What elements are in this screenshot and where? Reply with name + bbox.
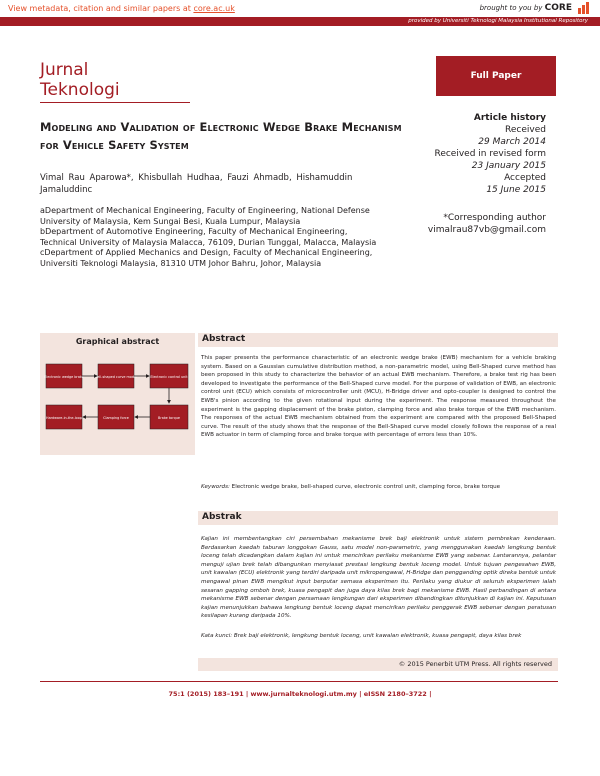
footer-divider bbox=[40, 681, 558, 682]
brought-to-you-text: brought to you by bbox=[479, 4, 543, 12]
ga-box-clamp-text: Clamping force bbox=[103, 416, 129, 420]
abstrak-heading: Abstrak bbox=[202, 512, 242, 522]
received-label: Received bbox=[505, 125, 546, 135]
abstract-body: This paper presents the performance characteristic of an electronic wedge brake (EWB) mechanism for a vehicle braking system. Based on a Gaussian cumulative distribution method, a non-parametric model, using Bell-Shaped curve method has been proposed in this study to characterize the behavior of an actual EWB mechanism. Therefore, a brake test rig has been developed to investigate the performance of the Bell-Shaped curve model. For the purpose of validation of EWB, an electronic control unit (ECU) which consists of microcontroller unit (MCU), H-Bridge driver and opto-coupler is designed to control the EWB's pinion according to the given rotational input during the experiment. The response measured throughout the experiment is the gapping displacement of the brake piston, clamping force and also brake torque of the EWB mechanism. The responses of the actual EWB mechanism obtained from the experiment are compared with the proposed Bell-Shaped curve. The result of the study shows that the response of the Bell-Shaped curve model closely follows the response of a real EWB actuator in term of clamping force and brake torque with percentage of errors less than 10%. bbox=[201, 355, 556, 439]
journal-underline bbox=[40, 102, 190, 103]
accepted-date: 15 June 2015 bbox=[486, 185, 546, 195]
core-link[interactable]: core.ac.uk bbox=[193, 4, 235, 13]
corresponding-author bbox=[366, 212, 546, 236]
full-paper-label: Full Paper bbox=[470, 71, 522, 81]
core-branding bbox=[480, 3, 572, 13]
abstract-keywords bbox=[201, 483, 556, 492]
affiliations bbox=[40, 206, 385, 269]
keywords-label: Keywords: bbox=[201, 484, 230, 490]
abstract-heading-bar bbox=[198, 333, 558, 347]
core-metadata-link-line bbox=[8, 4, 235, 13]
journal-name-line1: Jurnal bbox=[40, 60, 89, 80]
abstract-heading: Abstract bbox=[202, 334, 246, 344]
affiliation-a: aDepartment of Mechanical Engineering, Faculty of Engineering, National Defense University of Malaysia, Kem Sungai Besi, Kuala Lumpur, Malaysia bbox=[40, 206, 370, 226]
full-paper-badge bbox=[436, 56, 556, 96]
revised-label: Received in revised form bbox=[434, 149, 546, 159]
graphical-abstract-diagram bbox=[40, 350, 195, 450]
repository-text: provided by Universiti Teknologi Malaysia Institutional Repository bbox=[408, 18, 588, 24]
kata-kunci-label: Kata kunci: bbox=[201, 633, 233, 639]
core-brand-text: CORE bbox=[544, 3, 572, 13]
corresponding-email[interactable]: vimalrau87vb@gmail.com bbox=[427, 225, 546, 235]
ga-box-ecu-text: Electronic control unit bbox=[150, 375, 188, 379]
ga-box-torque-text: Brake torque bbox=[158, 416, 180, 420]
journal-name-line2: Teknologi bbox=[40, 80, 120, 100]
accepted-label: Accepted bbox=[504, 173, 546, 183]
history-heading: Article history bbox=[473, 113, 546, 123]
affiliation-c: cDepartment of Applied Mechanics and Design, Faculty of Mechanical Engineering, Universiti Teknologi Malaysia, 81310 UTM Johor Bahru, Johor, Malaysia bbox=[40, 248, 373, 268]
journal-logo bbox=[40, 60, 120, 100]
keywords-text: Electronic wedge brake, bell-shaped curve, electronic control unit, clamping force, brake torque bbox=[231, 484, 501, 490]
paper-title: Modeling and Validation of Electronic Wedge Brake Mechanism for Vehicle Safety System bbox=[40, 120, 402, 152]
copyright-bar bbox=[198, 658, 558, 671]
author-list: Vimal Rau Aparowa*, Khisbullah Hudhaa, Fauzi Ahmadb, Hishamuddin Jamaluddinc bbox=[40, 173, 353, 195]
ga-box-ewb-text: Electronic wedge brake bbox=[44, 375, 84, 379]
copyright-text: © 2015 Penerbit UTM Press. All rights reserved bbox=[398, 660, 552, 668]
kata-kunci-text: Brek baji elektronik, lengkung bentuk loceng, unit kawalan elektronik, kuasa pengapit, daya kilas brek bbox=[233, 633, 522, 639]
affiliation-b: bDepartment of Automotive Engineering, Faculty of Mechanical Engineering, Technical University of Malaysia Malacca, 76109, Durian Tunggal, Malacca, Malaysia bbox=[40, 227, 377, 247]
page-footer: 75:1 (2015) 183–191 | www.jurnalteknologi.utm.my | eISSN 2180–3722 | bbox=[168, 690, 432, 698]
ga-box-hil-text: Hardware-in-the-loop bbox=[46, 416, 82, 420]
repository-bar bbox=[0, 17, 600, 26]
ga-box-bell-text: Bell-shaped curve model bbox=[94, 375, 138, 379]
abstrak-body: Kajian ini membentangkan ciri persembahan mekanisme brek baji elektronik untuk sistem pembrekan kenderaan. Berdasarkan kaedah taburan longgokan Gauss, satu model non-parametric, yang menggunakan kaedah lengkung bentuk loceng telah dicadangkan dalam kajian ini untuk mencirikan perilaku mekanisme EWB yang sebenar. Lantarannya, pelantar menguji ujian brek telah dibangunkan menyiasat prestasi lengkung bentuk loceng model. Untuk tujuan pengesahan EWB, unit kawalan (ECU) elektronik yang terdiri daripada unit mikropengawal, H-Bridge dan pengganding optik direka bentuk untuk mengawal pinan EWB mengikut input berputar semasa eksperimen itu. Perilaku yang diukur di seluruh eksperimen ialah sesaran gapping omboh brek, kuasa pengapit dan juga daya kilas brek bagi mekanisme EWB. Hasil perbandingan di antara mekanisme EWB sebenar dengan persamaan lengkungan dari eksperimen dibandingkan ditunjukkan di kajian ini. Keputusan kajian menunjukkan bahawa lengkung bentuk loceng dapat mencirikan perilaku penggerak EWB sebenar dengan peratusan kesilapan kurang daripada 10%. bbox=[201, 536, 556, 620]
corresponding-label: *Corresponding author bbox=[443, 213, 546, 223]
abstrak-heading-bar bbox=[198, 511, 558, 525]
graphical-abstract-heading: Graphical abstract bbox=[75, 337, 160, 346]
abstrak-keywords bbox=[201, 632, 556, 641]
core-link-prefix: View metadata, citation and similar papers at bbox=[8, 4, 194, 13]
revised-date: 23 January 2015 bbox=[471, 161, 546, 171]
article-history bbox=[396, 112, 546, 196]
received-date: 29 March 2014 bbox=[478, 137, 546, 147]
core-logo-icon bbox=[578, 2, 592, 14]
